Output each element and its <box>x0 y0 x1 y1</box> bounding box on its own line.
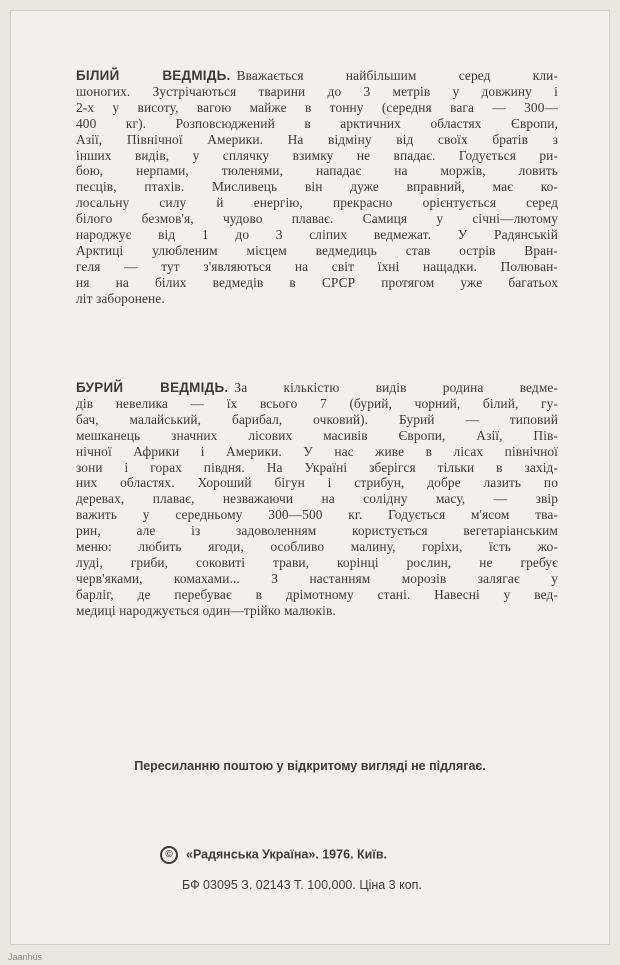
text-line: них областях. Хороший бігун і стрибун, добре лазить по <box>76 475 558 491</box>
postal-notice: Пересиланню поштою у відкритому вигляді не підлягає. <box>134 759 486 773</box>
text-line: песців, птахів. Мисливець він дуже вправний, має ко- <box>76 179 558 195</box>
text-line: меню: любить ягоди, особливо малину, горіхи, їсть жо- <box>76 539 558 555</box>
text-line: лосальну силу й енергію, прекрасно орієнтується серед <box>76 195 558 211</box>
publisher-line <box>160 846 387 864</box>
polar-bear-heading: БІЛИЙ ВЕДМІДЬ. <box>76 68 231 83</box>
text-line: народжує від 1 до 3 сліпих ведмежат. У Радянській <box>76 227 558 243</box>
copyright-icon: © <box>160 846 178 864</box>
text-line: рин, але із задоволенням користується вегетаріанським <box>76 523 558 539</box>
text-line: бач, малайський, барибал, очковий). Бурий — типовий <box>76 411 558 427</box>
text-line: ня на білих ведмедів в СРСР протягом уже багатьох <box>76 274 558 290</box>
text-line: нічної Африки і Америки. У нас живе в лісах північної <box>76 443 558 459</box>
polar-bear-paragraph <box>76 68 558 307</box>
text-line: луді, гриби, соковиті трави, корінці рослин, не гребує <box>76 554 558 570</box>
text-line: геля — тут з'являються на світ їхні нащадки. Полюван- <box>76 258 558 274</box>
brown-bear-heading: БУРИЙ ВЕДМІДЬ. <box>76 380 229 395</box>
text-line: літ заборонене. <box>76 290 165 306</box>
text-line: білого безмов'я, чудово плаває. Самиця у січні—лютому <box>76 211 558 227</box>
text-line: барліг, де перебуває в дрімотному стані. Навесні у вед- <box>76 586 558 602</box>
text-line: БІЛИЙ ВЕДМІДЬ. Вважається найбільшим серед кли- <box>76 68 558 83</box>
text-line: Арктиці улюбленим місцем ведмедиць став острів Вран- <box>76 242 558 258</box>
text-line: Азії, Північної Америки. На відміну від своїх братів з <box>76 131 558 147</box>
text-line: інших видів, у сплячку взимку не впадає. Годується ри- <box>76 147 558 163</box>
text-line: 2-х у висоту, вагою майже в тонну (середня вага — 300— <box>76 99 558 115</box>
text-line: 400 кг). Розповсюджений в арктичних областях Європи, <box>76 115 558 131</box>
publisher-text: «Радянська Україна». 1976. Київ. <box>186 847 387 862</box>
imprint-line: БФ 03095 З. 02143 Т. 100.000. Ціна 3 коп. <box>182 878 422 892</box>
text-line: важить у середньому 300—500 кг. Годується м'ясом тва- <box>76 507 558 523</box>
watermark: Jaanhus <box>8 952 43 962</box>
text-line: шоногих. Зустрічаються тварини до 3 метрів у довжину і <box>76 83 558 99</box>
text-line: черв'яками, комахами... З настанням морозів залягає у <box>76 570 558 586</box>
text-line: дів невелика — їх всього 7 (бурий, чорний, білий, гу- <box>76 395 558 411</box>
text-line: БУРИЙ ВЕДМІДЬ. За кількістю видів родина ведме- <box>76 380 559 395</box>
text-line: медиці народжується один—трійко малюків. <box>76 602 336 618</box>
text-line: мешканець значних лісових масивів Європи, Азії, Пів- <box>76 427 558 443</box>
text-line: бою, нерпами, тюленями, нападає на моржів, ловить <box>76 163 558 179</box>
text-line: деревах, плаває, незважаючи на солідну масу, — звір <box>76 491 558 507</box>
brown-bear-paragraph <box>76 380 558 619</box>
text-line: зони і горах півдня. На Україні зберігся тільки в захід- <box>76 459 558 475</box>
